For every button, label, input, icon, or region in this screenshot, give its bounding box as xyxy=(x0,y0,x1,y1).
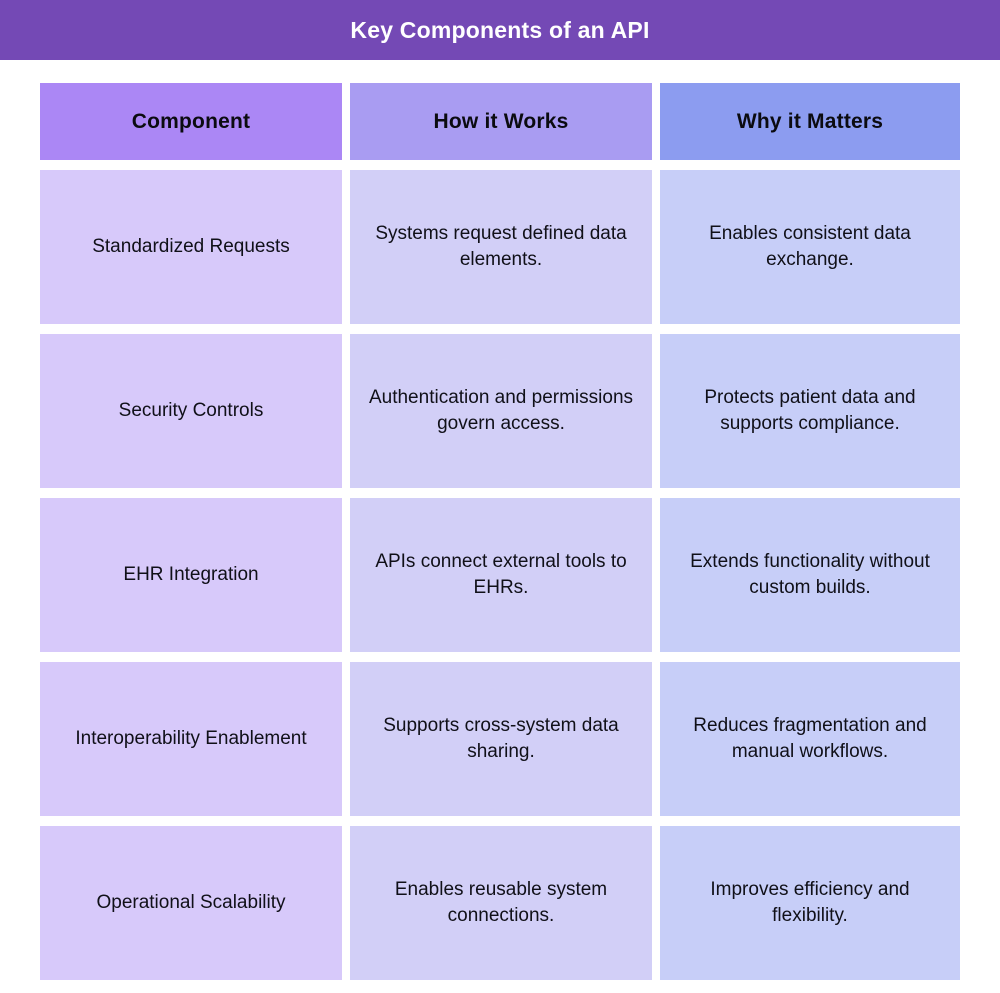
table-row xyxy=(40,662,960,816)
column-header-how-it-works xyxy=(350,83,652,160)
cell-text: Supports cross-system data sharing. xyxy=(383,715,619,762)
cell-text: Interoperability Enablement xyxy=(75,728,307,750)
table-row xyxy=(40,170,960,324)
title-bar xyxy=(0,0,1000,60)
cell-text: Protects patient data and supports compliance. xyxy=(704,387,916,434)
cell-how-it-works xyxy=(350,498,652,652)
cell-text: Improves efficiency and flexibility. xyxy=(710,879,910,926)
column-header-label: Why it Matters xyxy=(736,109,884,133)
cell-why-it-matters xyxy=(660,498,960,652)
cell-text: Authentication and permissions govern access. xyxy=(368,387,634,434)
cell-text: APIs connect external tools to EHRs. xyxy=(375,551,627,598)
cell-text: Reduces fragmentation and manual workflows. xyxy=(693,715,927,762)
comparison-table xyxy=(40,83,960,980)
cell-text: EHR Integration xyxy=(123,564,259,586)
cell-text: Extends functionality without custom builds. xyxy=(690,551,930,598)
cell-how-it-works xyxy=(350,170,652,324)
cell-why-it-matters xyxy=(660,826,960,980)
column-header-label: How it Works xyxy=(433,109,569,133)
cell-why-it-matters xyxy=(660,662,960,816)
cell-why-it-matters xyxy=(660,170,960,324)
cell-text: Security Controls xyxy=(118,400,264,422)
page-title: Key Components of an API xyxy=(350,16,650,43)
table-row xyxy=(40,498,960,652)
cell-text: Systems request defined data elements. xyxy=(375,223,627,270)
column-header-label: Component xyxy=(131,109,251,133)
cell-text: Operational Scalability xyxy=(96,892,286,914)
table-header-row xyxy=(40,83,960,160)
column-header-component xyxy=(40,83,342,160)
cell-how-it-works xyxy=(350,826,652,980)
cell-component xyxy=(40,662,342,816)
cell-text: Enables reusable system connections. xyxy=(394,879,608,926)
cell-why-it-matters xyxy=(660,334,960,488)
column-header-why-it-matters xyxy=(660,83,960,160)
cell-component xyxy=(40,170,342,324)
cell-component xyxy=(40,498,342,652)
cell-how-it-works xyxy=(350,662,652,816)
table-row xyxy=(40,826,960,980)
cell-how-it-works xyxy=(350,334,652,488)
table-row xyxy=(40,334,960,488)
cell-text: Standardized Requests xyxy=(92,236,290,258)
cell-component xyxy=(40,334,342,488)
cell-text: Enables consistent data exchange. xyxy=(709,223,911,270)
cell-component xyxy=(40,826,342,980)
